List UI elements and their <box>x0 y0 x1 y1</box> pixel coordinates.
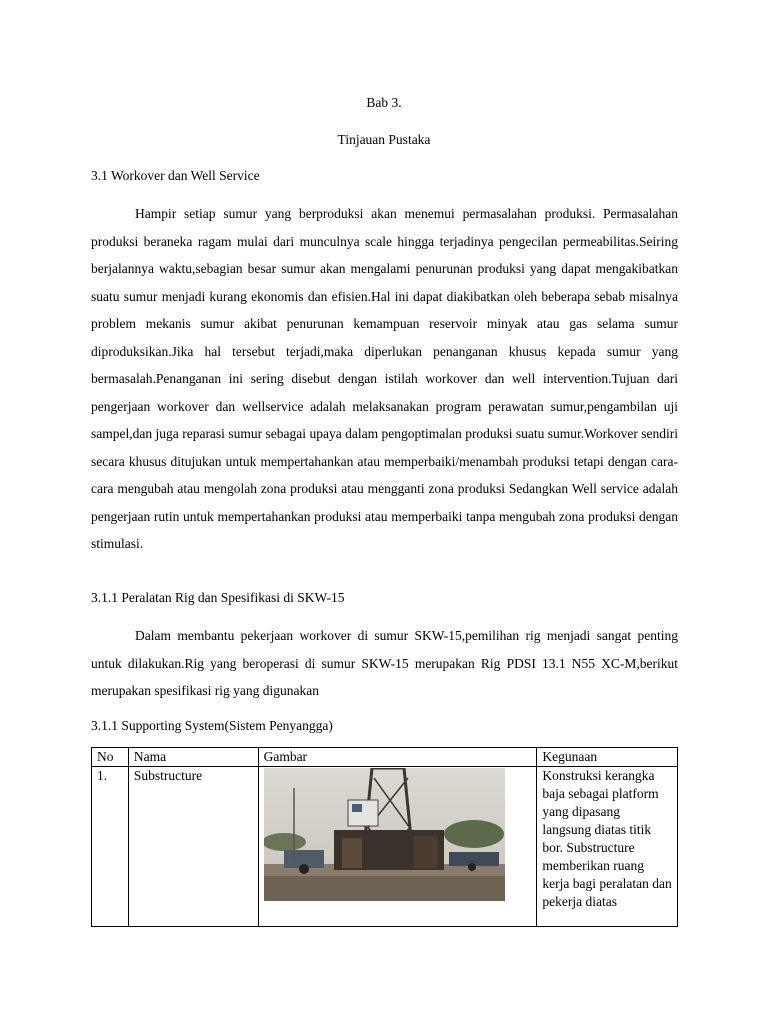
header-use: Kegunaan <box>537 748 678 767</box>
header-name: Nama <box>128 748 258 767</box>
row-name: Substructure <box>128 767 258 927</box>
row-use: Konstruksi kerangka baja sebagai platform yang dipasang langsung diatas titik bor. Substructure memberikan ruang kerja bagi peralatan dan pekerja diatas <box>537 767 678 927</box>
header-image: Gambar <box>258 748 537 767</box>
chapter-label: Bab 3. <box>366 95 402 110</box>
paragraph-rig: Dalam membantu pekerjaan workover di sumur SKW-15,pemilihan rig menjadi sangat penting untuk dilakukan.Rig yang beroperasi di sumur SKW-15 merupakan Rig PDSI 13.1 N55 XC-M,berikut merupakan spesifikasi rig yang digunakan <box>91 628 678 698</box>
spec-table <box>91 747 678 927</box>
chapter-title: Tinjauan Pustaka <box>337 132 431 147</box>
rig-substructure-photo <box>264 768 505 901</box>
header-no: No <box>92 748 129 767</box>
row-image-cell <box>258 767 537 927</box>
section-heading-workover: 3.1 Workover dan Well Service <box>91 168 260 183</box>
row-no: 1. <box>92 767 129 927</box>
section-heading-supporting-system: 3.1.1 Supporting System(Sistem Penyangga) <box>91 718 333 733</box>
section-heading-rig: 3.1.1 Peralatan Rig dan Spesifikasi di SKW-15 <box>91 590 345 605</box>
table-row <box>92 767 678 927</box>
paragraph-workover: Hampir setiap sumur yang berproduksi akan menemui permasalahan produksi. Permasalahan produksi beraneka ragam mulai dari munculnya scale hingga terjadinya pengecilan permeabilitas.Seiring berjalannya waktu,sebagian besar sumur akan mengalami penurunan produksi yang dapat mengakibatkan suatu sumur menjadi kurang ekonomis dan efisien.Hal ini dapat diakibatkan oleh beberapa sebab misalnya problem mekanis sumur akibat penurunan kemampuan reservoir minyak atau gas selama sumur diproduksikan.Jika hal tersebut terjadi,maka diperlukan penanganan khusus kepada sumur yang bermasalah.Penanganan ini sering disebut dengan istilah workover dan well intervention.Tujuan dari pengerjaan workover dan wellservice adalah melaksanakan program perawatan sumur,pengambilan uji sampel,dan juga reparasi sumur sebagai upaya dalam pengoptimalan produksi suatu sumur.Workover sendiri secara khusus ditujukan untuk mempertahankan atau memperbaiki/menambah produksi tetapi dengan cara-cara mengubah atau mengolah zona produksi atau mengganti zona produksi Sedangkan Well service adalah pengerjaan rutin untuk mempertahankan produksi atau memperbaiki tanpa mengubah zona produksi dengan stimulasi. <box>91 206 678 551</box>
table-header-row <box>92 748 678 767</box>
